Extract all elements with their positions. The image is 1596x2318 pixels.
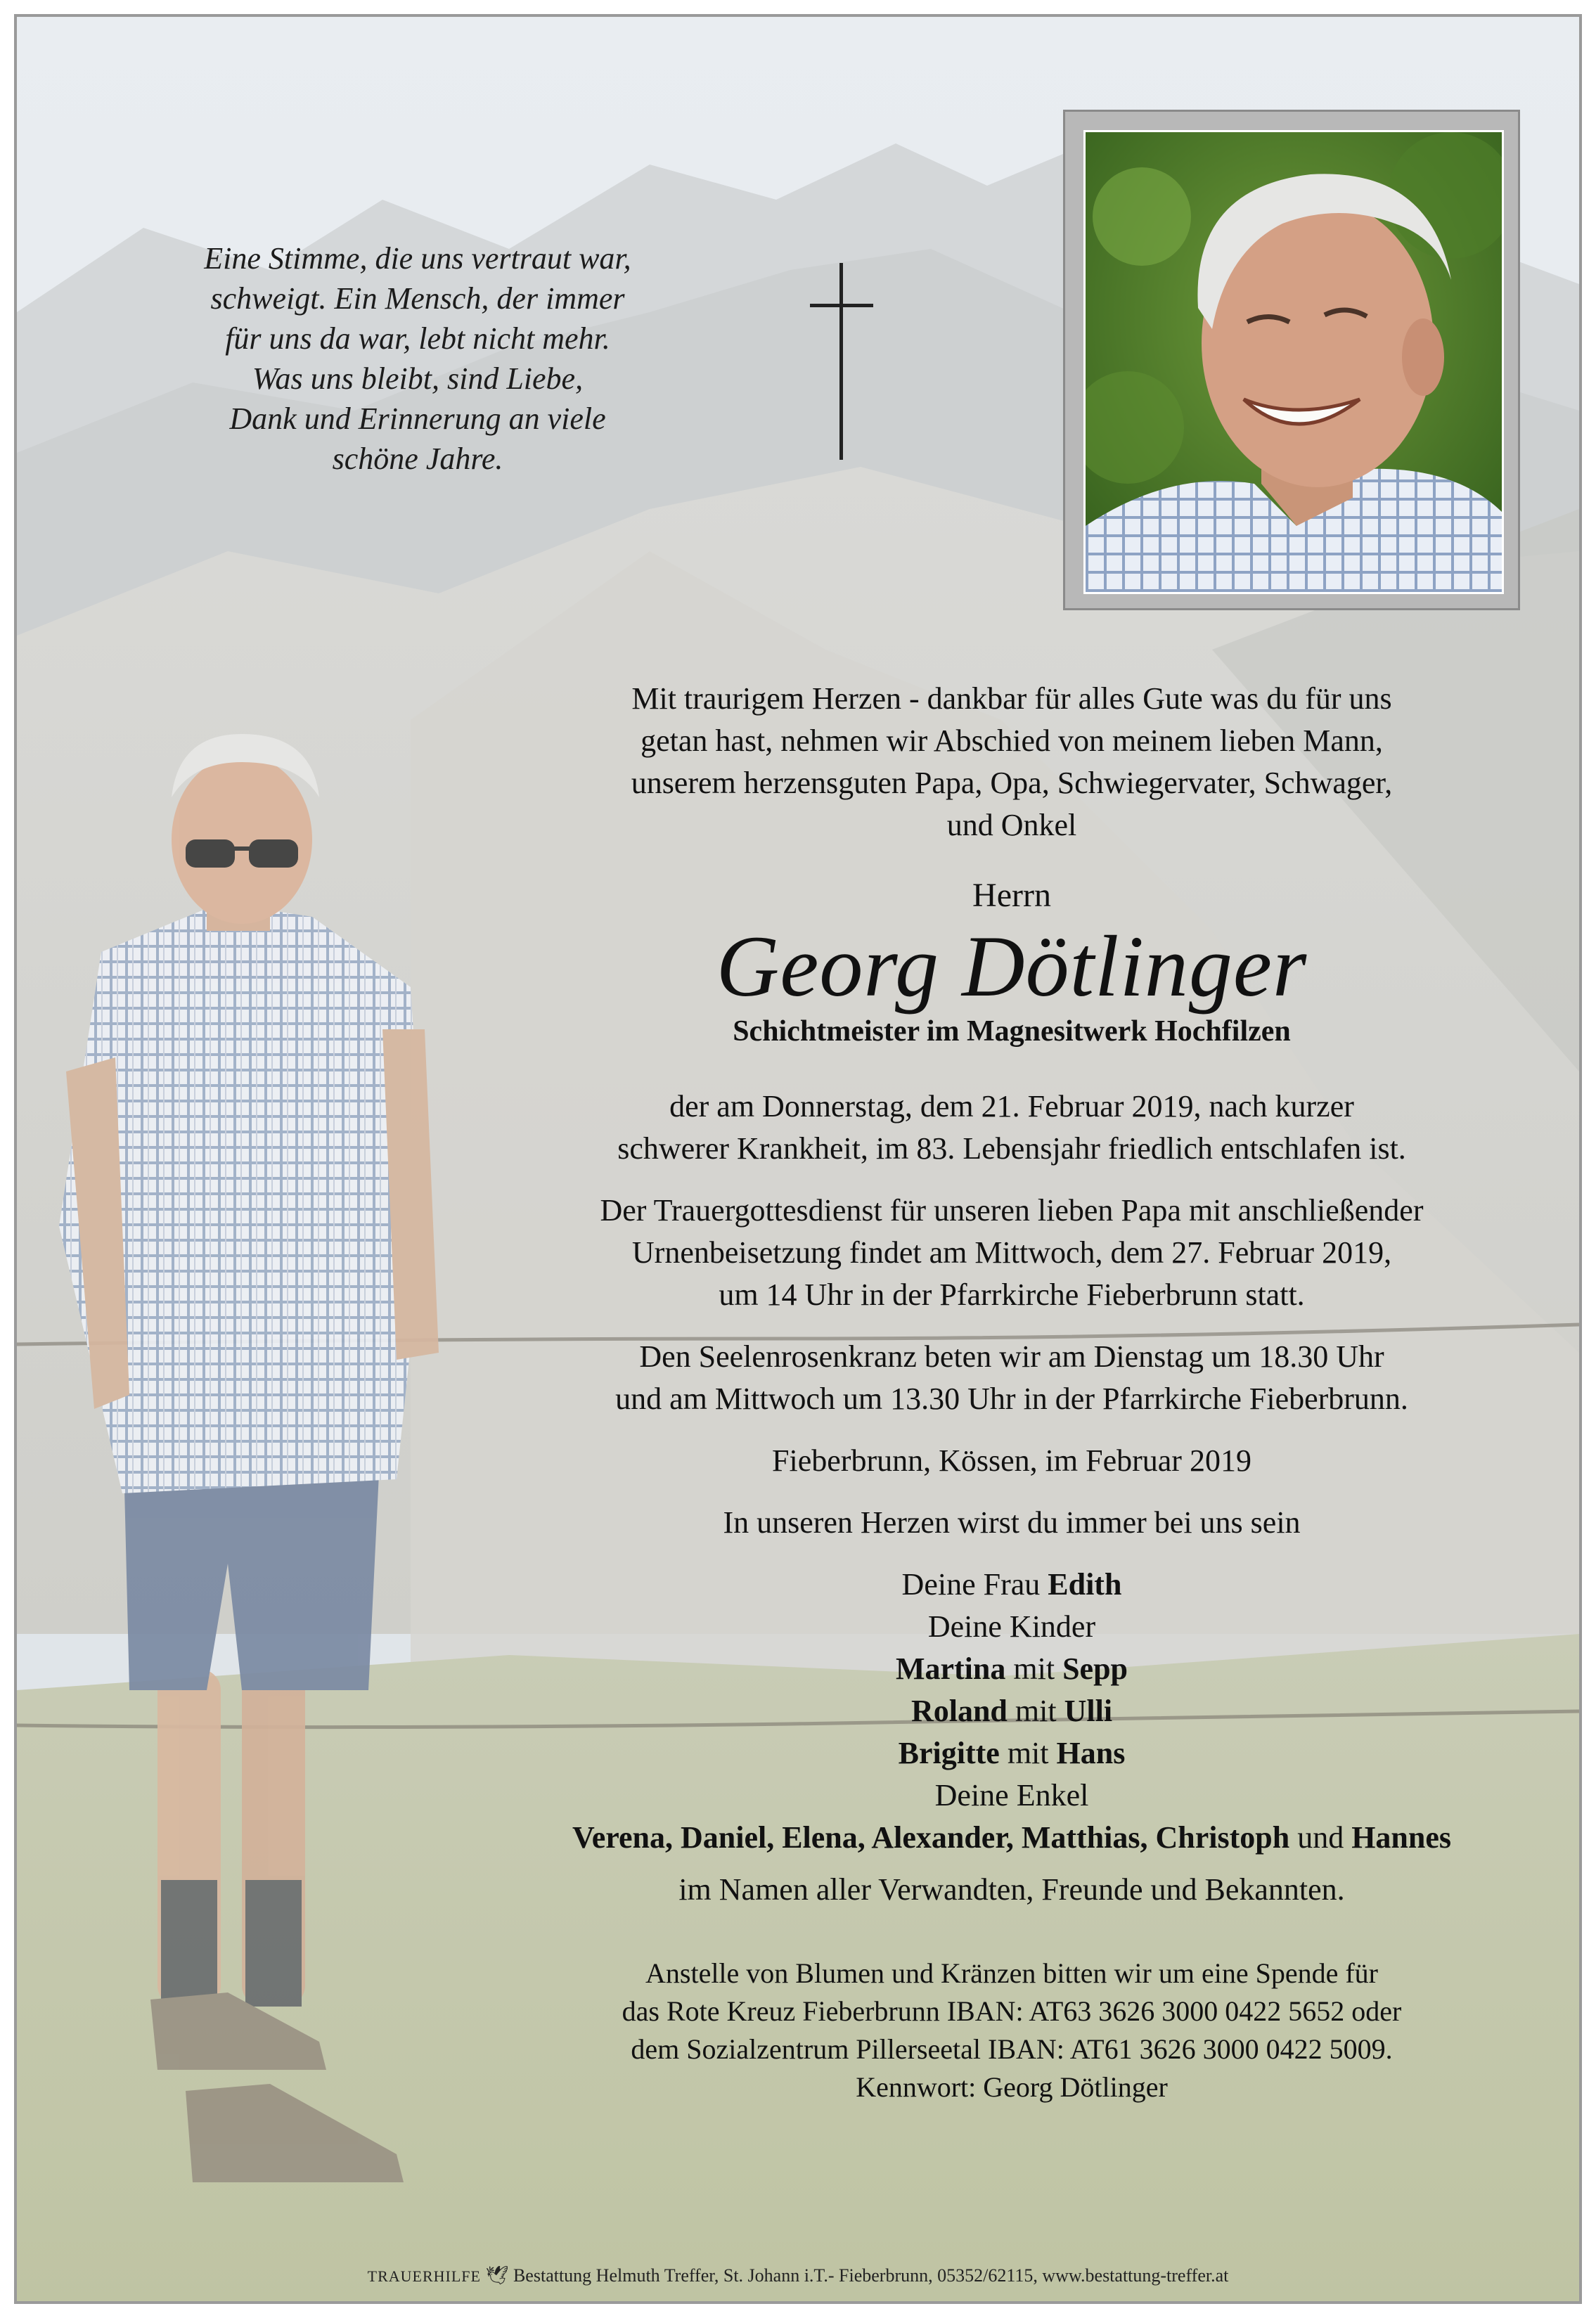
deceased-name: Georg Dötlinger [716, 918, 1308, 1015]
grandchildren-names [467, 1817, 1557, 1859]
obituary-text [467, 678, 1557, 2106]
footer-text: Bestattung Helmuth Treffer, St. Johann i.T.- Fieberbrunn, 05352/62115, www.bestattung-treffer.at [513, 2265, 1229, 2286]
couple-joiner: mit [1005, 1651, 1063, 1686]
mourner-couple [467, 1648, 1557, 1690]
death-notice-line: schwerer Krankheit, im 83. Lebensjahr friedlich entschlafen ist. [617, 1131, 1406, 1166]
portrait-photo [1083, 130, 1504, 594]
deceased-occupation: Schichtmeister im Magnesitwerk Hochfilzen [733, 1015, 1291, 1048]
child-name: Martina [895, 1651, 1006, 1686]
quote-line: schöne Jahre. [332, 442, 503, 476]
place-date: Fieberbrunn, Kössen, im Februar 2019 [772, 1443, 1251, 1478]
portrait-frame [1063, 110, 1520, 610]
quote-line: Eine Stimme, die uns vertraut war, [204, 241, 631, 276]
grandchildren-list: Verena, Daniel, Elena, Alexander, Matthias, Christoph [572, 1820, 1290, 1855]
quote-line: Dank und Erinnerung an viele [229, 401, 606, 436]
partner-name: Hans [1056, 1736, 1126, 1770]
closing-line: In unseren Herzen wirst du immer bei uns sein [723, 1505, 1301, 1540]
dove-icon: 🕊 [485, 2265, 509, 2286]
rosary-line: und am Mittwoch um 13.30 Uhr in der Pfarrkirche Fieberbrunn. [615, 1382, 1408, 1416]
partner-name: Ulli [1064, 1694, 1113, 1728]
service-line: Der Trauergottesdienst für unseren lieben Papa mit anschließender [600, 1193, 1424, 1228]
intro-line: Mit traurigem Herzen - dankbar für alles Gute was du für uns [631, 681, 1392, 716]
quote-line: schweigt. Ein Mensch, der immer [210, 281, 625, 316]
donation-line: Kennwort: Georg Dötlinger [856, 2071, 1168, 2103]
salutation: Herrn [972, 877, 1051, 914]
intro-line: getan hast, nehmen wir Abschied von meinem lieben Mann, [641, 723, 1383, 758]
portrait-illustration [1086, 132, 1502, 592]
intro-line: und Onkel [946, 808, 1077, 842]
mourner-couple [467, 1732, 1557, 1775]
grandchildren-label: Deine Enkel [934, 1778, 1089, 1812]
donation-line: das Rote Kreuz Fieberbrunn IBAN: AT63 3626 3000 0422 5652 oder [622, 1995, 1402, 2027]
children-label: Deine Kinder [927, 1609, 1096, 1644]
death-notice-line: der am Donnerstag, dem 21. Februar 2019, nach kurzer [669, 1089, 1354, 1123]
funeral-home-footer [17, 2265, 1579, 2286]
obituary-frame [14, 14, 1582, 2304]
child-name: Brigitte [898, 1736, 1000, 1770]
quote-line: Was uns bleibt, sind Liebe, [252, 361, 584, 396]
mourner-couple [467, 1690, 1557, 1732]
intro-line: unserem herzensguten Papa, Opa, Schwiegervater, Schwager, [631, 766, 1393, 800]
partner-name: Sepp [1062, 1651, 1128, 1686]
couple-joiner: mit [1007, 1694, 1064, 1728]
grandchild-last: Hannes [1351, 1820, 1452, 1855]
rosary-line: Den Seelenrosenkranz beten wir am Dienstag um 18.30 Uhr [639, 1339, 1384, 1374]
mourner-wife [467, 1564, 1557, 1606]
service-line: um 14 Uhr in der Pfarrkirche Fieberbrunn statt. [719, 1277, 1305, 1312]
mourner-wife-name: Edith [1048, 1567, 1122, 1602]
donation-line: Anstelle von Blumen und Kränzen bitten wir um eine Spende für [645, 1957, 1378, 1989]
grandchildren-joiner: und [1289, 1820, 1352, 1855]
mourners-others: im Namen aller Verwandten, Freunde und Bekannten. [678, 1872, 1345, 1907]
couple-joiner: mit [999, 1736, 1057, 1770]
child-name: Roland [910, 1694, 1008, 1728]
donation-line: dem Sozialzentrum Pillerseetal IBAN: AT61 3626 3000 0422 5009. [631, 2033, 1393, 2065]
mourner-wife-prefix: Deine Frau [901, 1567, 1048, 1602]
quote-line: für uns da war, lebt nicht mehr. [225, 321, 610, 356]
cross-icon [810, 263, 873, 460]
service-line: Urnenbeisetzung findet am Mittwoch, dem 27. Februar 2019, [631, 1235, 1392, 1270]
footer-brand: TRAUERHILFE [367, 2267, 481, 2285]
memorial-quote [157, 238, 678, 479]
